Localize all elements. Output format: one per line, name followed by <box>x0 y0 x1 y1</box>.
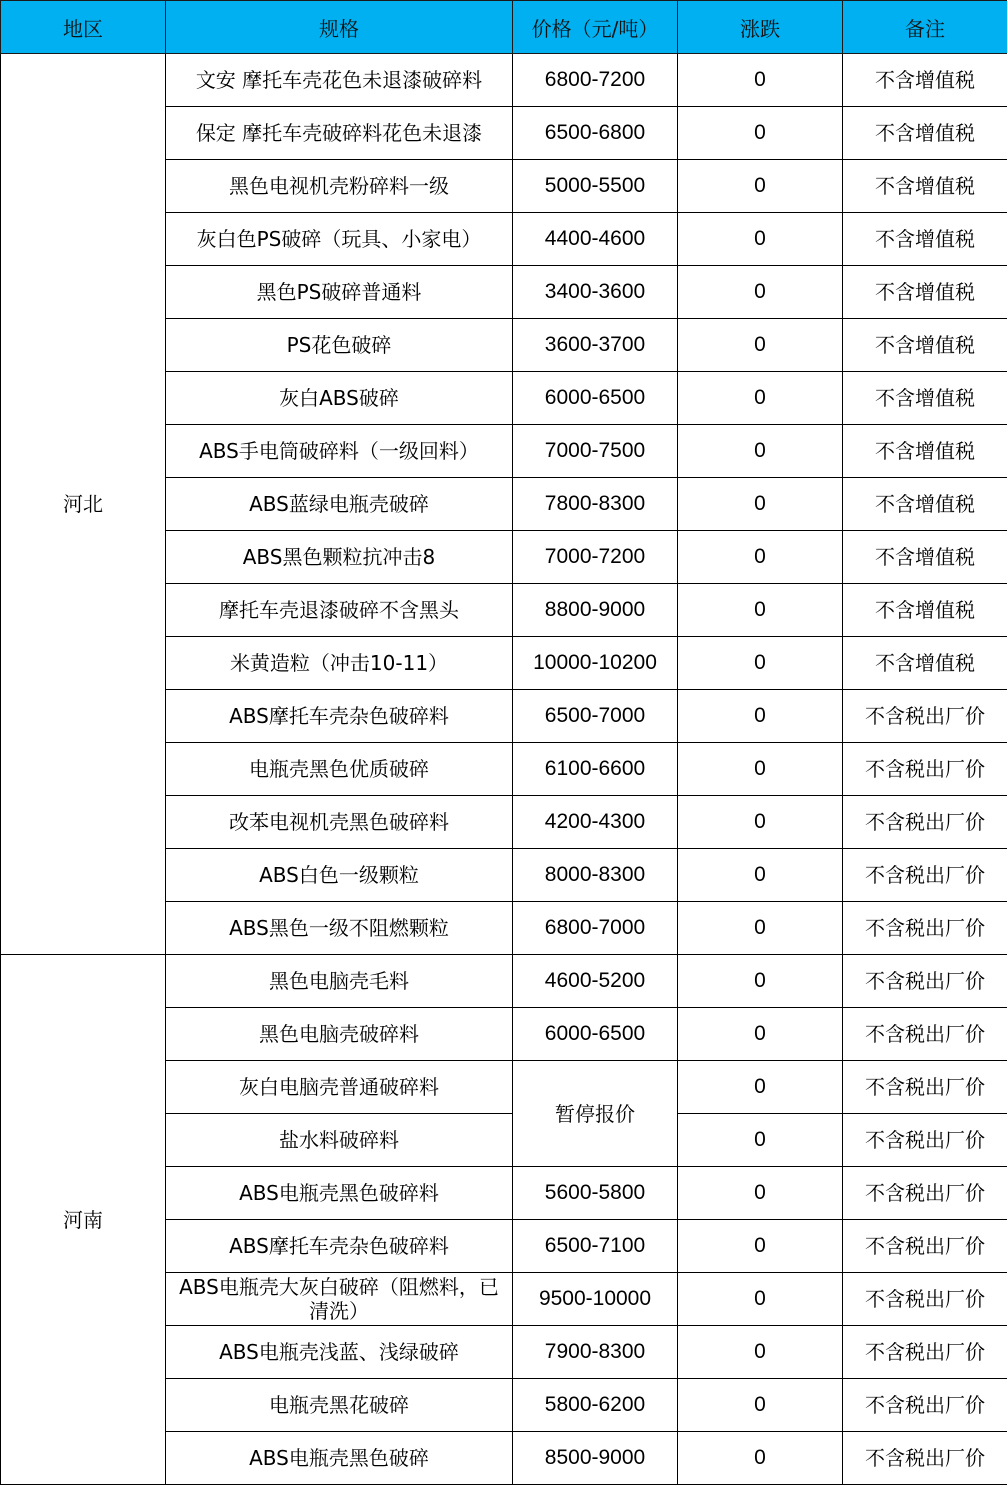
note-cell: 不含增值税 <box>843 531 1007 584</box>
change-cell: 0 <box>678 1379 843 1432</box>
price-cell: 10000-10200 <box>513 637 678 690</box>
spec-cell: ABS电瓶壳大灰白破碎（阻燃料，已清洗） <box>166 1273 513 1326</box>
change-cell: 0 <box>678 266 843 319</box>
price-cell: 5800-6200 <box>513 1379 678 1432</box>
note-cell: 不含增值税 <box>843 319 1007 372</box>
spec-cell: 灰白色PS破碎（玩具、小家电） <box>166 213 513 266</box>
change-cell: 0 <box>678 1008 843 1061</box>
header-spec: 规格 <box>166 1 513 54</box>
note-cell: 不含税出厂价 <box>843 690 1007 743</box>
spec-cell: 灰白电脑壳普通破碎料 <box>166 1061 513 1114</box>
change-cell: 0 <box>678 637 843 690</box>
price-cell: 7800-8300 <box>513 478 678 531</box>
header-row <box>1 1 1007 54</box>
price-cell: 6000-6500 <box>513 1008 678 1061</box>
change-cell: 0 <box>678 796 843 849</box>
price-cell: 7900-8300 <box>513 1326 678 1379</box>
change-cell: 0 <box>678 955 843 1008</box>
table-body <box>1 54 1007 1485</box>
price-cell: 6500-6800 <box>513 107 678 160</box>
price-cell: 3600-3700 <box>513 319 678 372</box>
note-cell: 不含税出厂价 <box>843 743 1007 796</box>
note-cell: 不含税出厂价 <box>843 1273 1007 1326</box>
header-change: 涨跌 <box>678 1 843 54</box>
note-cell: 不含税出厂价 <box>843 1061 1007 1114</box>
region-cell: 河南 <box>1 955 166 1485</box>
spec-cell: ABS黑色一级不阻燃颗粒 <box>166 902 513 955</box>
price-cell: 7000-7200 <box>513 531 678 584</box>
change-cell: 0 <box>678 319 843 372</box>
spec-cell: 文安 摩托车壳花色未退漆破碎料 <box>166 54 513 107</box>
price-cell: 6000-6500 <box>513 372 678 425</box>
note-cell: 不含税出厂价 <box>843 1379 1007 1432</box>
spec-cell: 灰白ABS破碎 <box>166 372 513 425</box>
price-cell: 暂停报价 <box>513 1061 678 1167</box>
note-cell: 不含增值税 <box>843 107 1007 160</box>
spec-cell: 电瓶壳黑色优质破碎 <box>166 743 513 796</box>
spec-cell: ABS电瓶壳浅蓝、浅绿破碎 <box>166 1326 513 1379</box>
price-cell: 4400-4600 <box>513 213 678 266</box>
change-cell: 0 <box>678 425 843 478</box>
change-cell: 0 <box>678 1273 843 1326</box>
price-cell: 4200-4300 <box>513 796 678 849</box>
price-cell: 8800-9000 <box>513 584 678 637</box>
spec-cell: 改苯电视机壳黑色破碎料 <box>166 796 513 849</box>
change-cell: 0 <box>678 54 843 107</box>
note-cell: 不含增值税 <box>843 160 1007 213</box>
change-cell: 0 <box>678 213 843 266</box>
spec-cell: 摩托车壳退漆破碎不含黑头 <box>166 584 513 637</box>
change-cell: 0 <box>678 849 843 902</box>
note-cell: 不含税出厂价 <box>843 1220 1007 1273</box>
spec-cell: ABS摩托车壳杂色破碎料 <box>166 1220 513 1273</box>
spec-cell: ABS蓝绿电瓶壳破碎 <box>166 478 513 531</box>
price-cell: 6100-6600 <box>513 743 678 796</box>
spec-cell: 黑色电脑壳毛料 <box>166 955 513 1008</box>
change-cell: 0 <box>678 160 843 213</box>
note-cell: 不含税出厂价 <box>843 1008 1007 1061</box>
change-cell: 0 <box>678 107 843 160</box>
change-cell: 0 <box>678 584 843 637</box>
spec-cell: 黑色电脑壳破碎料 <box>166 1008 513 1061</box>
spec-cell: ABS摩托车壳杂色破碎料 <box>166 690 513 743</box>
change-cell: 0 <box>678 1061 843 1114</box>
note-cell: 不含税出厂价 <box>843 1432 1007 1485</box>
note-cell: 不含增值税 <box>843 372 1007 425</box>
note-cell: 不含税出厂价 <box>843 796 1007 849</box>
change-cell: 0 <box>678 902 843 955</box>
price-cell: 7000-7500 <box>513 425 678 478</box>
spec-cell: ABS电瓶壳黑色破碎料 <box>166 1167 513 1220</box>
price-cell: 6500-7100 <box>513 1220 678 1273</box>
header-note: 备注 <box>843 1 1007 54</box>
header-region: 地区 <box>1 1 166 54</box>
change-cell: 0 <box>678 690 843 743</box>
note-cell: 不含税出厂价 <box>843 902 1007 955</box>
header-price: 价格（元/吨） <box>513 1 678 54</box>
note-cell: 不含税出厂价 <box>843 955 1007 1008</box>
spec-cell: 黑色电视机壳粉碎料一级 <box>166 160 513 213</box>
change-cell: 0 <box>678 1114 843 1167</box>
price-cell: 6800-7200 <box>513 54 678 107</box>
change-cell: 0 <box>678 1167 843 1220</box>
table-row <box>1 54 1007 107</box>
table-row <box>1 955 1007 1008</box>
spec-cell: 电瓶壳黑花破碎 <box>166 1379 513 1432</box>
note-cell: 不含税出厂价 <box>843 849 1007 902</box>
change-cell: 0 <box>678 1220 843 1273</box>
price-cell: 9500-10000 <box>513 1273 678 1326</box>
price-cell: 8500-9000 <box>513 1432 678 1485</box>
price-cell: 6500-7000 <box>513 690 678 743</box>
price-cell: 8000-8300 <box>513 849 678 902</box>
spec-cell: ABS黑色颗粒抗冲击8 <box>166 531 513 584</box>
note-cell: 不含增值税 <box>843 213 1007 266</box>
spec-cell: 米黄造粒（冲击10-11） <box>166 637 513 690</box>
spec-cell: 盐水料破碎料 <box>166 1114 513 1167</box>
price-cell: 3400-3600 <box>513 266 678 319</box>
region-cell: 河北 <box>1 54 166 955</box>
change-cell: 0 <box>678 1432 843 1485</box>
note-cell: 不含税出厂价 <box>843 1167 1007 1220</box>
spec-cell: ABS白色一级颗粒 <box>166 849 513 902</box>
spec-cell: ABS电瓶壳黑色破碎 <box>166 1432 513 1485</box>
spec-cell: 保定 摩托车壳破碎料花色未退漆 <box>166 107 513 160</box>
price-cell: 6800-7000 <box>513 902 678 955</box>
spec-cell: 黑色PS破碎普通料 <box>166 266 513 319</box>
spec-cell: PS花色破碎 <box>166 319 513 372</box>
note-cell: 不含增值税 <box>843 425 1007 478</box>
note-cell: 不含增值税 <box>843 266 1007 319</box>
note-cell: 不含增值税 <box>843 637 1007 690</box>
change-cell: 0 <box>678 531 843 584</box>
price-cell: 5600-5800 <box>513 1167 678 1220</box>
change-cell: 0 <box>678 1326 843 1379</box>
note-cell: 不含税出厂价 <box>843 1114 1007 1167</box>
note-cell: 不含税出厂价 <box>843 1326 1007 1379</box>
note-cell: 不含增值税 <box>843 584 1007 637</box>
spec-cell: ABS手电筒破碎料（一级回料） <box>166 425 513 478</box>
price-cell: 4600-5200 <box>513 955 678 1008</box>
change-cell: 0 <box>678 478 843 531</box>
note-cell: 不含增值税 <box>843 54 1007 107</box>
note-cell: 不含增值税 <box>843 478 1007 531</box>
change-cell: 0 <box>678 743 843 796</box>
change-cell: 0 <box>678 372 843 425</box>
table-header <box>1 1 1007 54</box>
price-cell: 5000-5500 <box>513 160 678 213</box>
